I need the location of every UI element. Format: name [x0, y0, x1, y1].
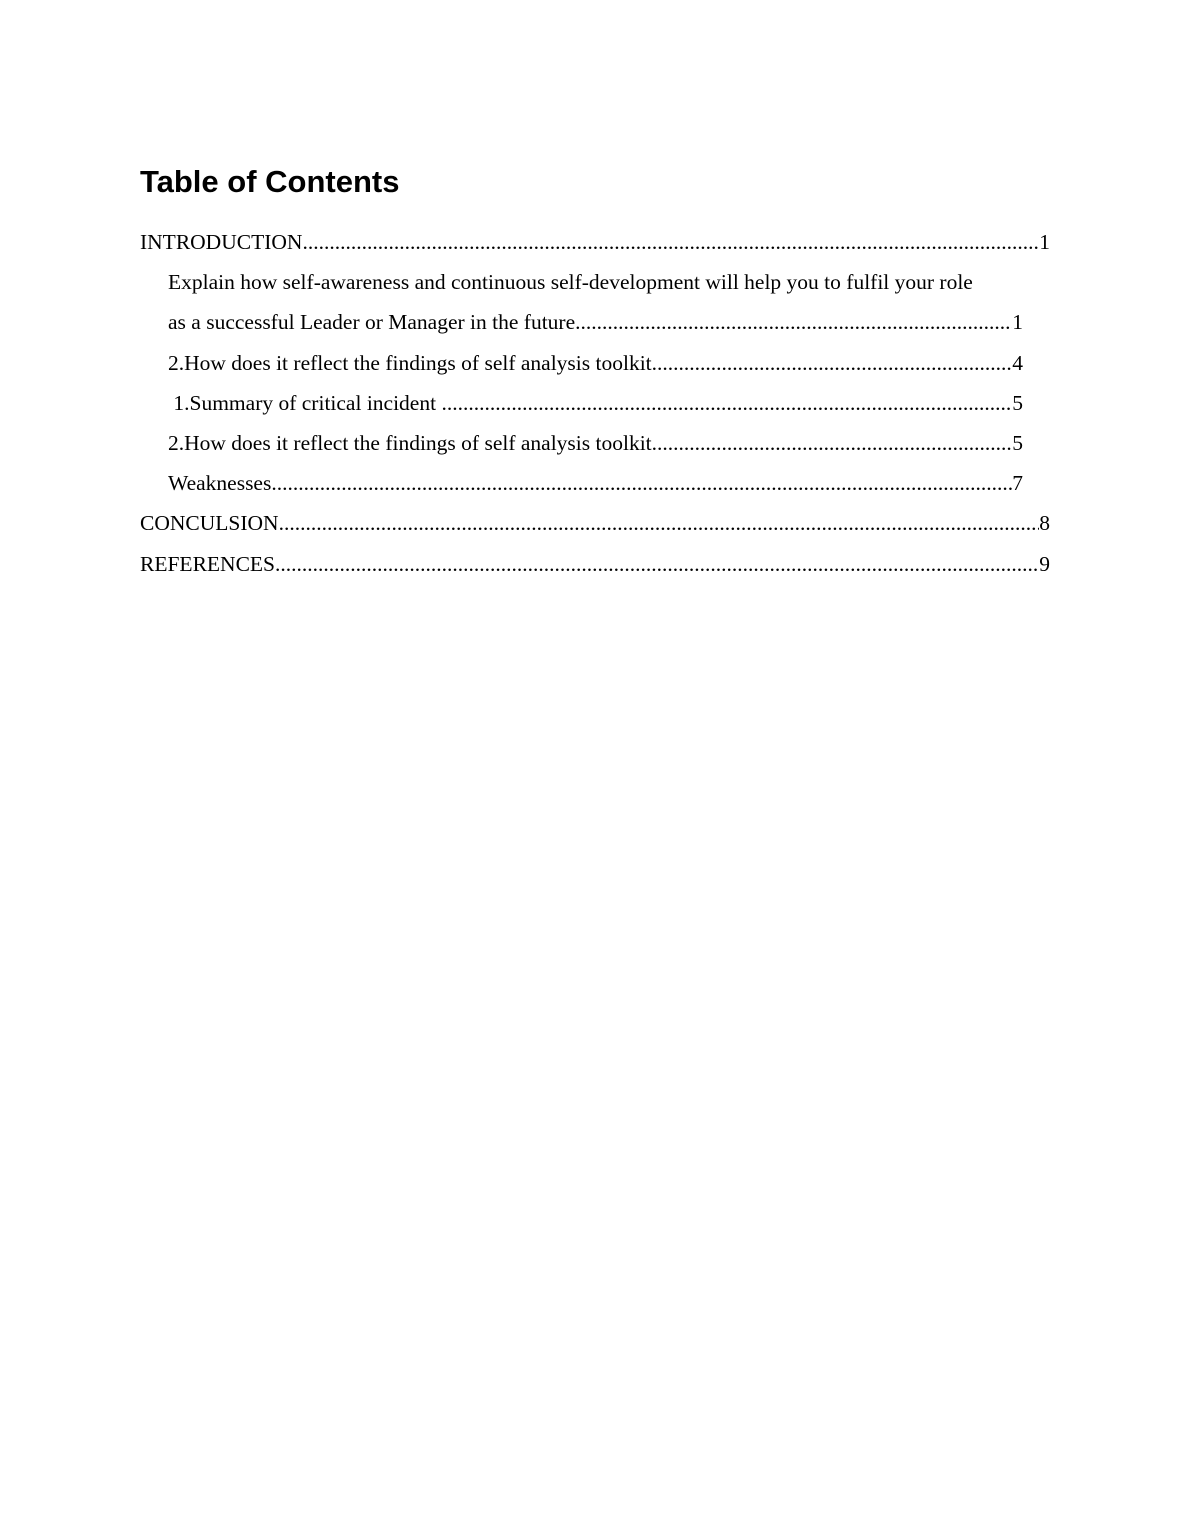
- toc-entry-references[interactable]: [140, 544, 1050, 584]
- toc-page-number: 7: [1012, 471, 1023, 496]
- toc-entry-text: as a successful Leader or Manager in the future: [168, 310, 576, 335]
- toc-list: [0, 222, 1190, 584]
- toc-title: Table of Contents: [140, 164, 400, 199]
- toc-dot-leader: [271, 463, 1012, 503]
- toc-entry-reflect-findings-1[interactable]: [168, 343, 1023, 383]
- toc-entry-text: REFERENCES: [140, 551, 275, 576]
- toc-page-number: 1: [1012, 310, 1023, 335]
- toc-page-number: 5: [1012, 390, 1023, 415]
- toc-entry-text: 2.How does it reflect the findings of self analysis toolkit: [168, 350, 652, 375]
- toc-dot-leader: [275, 544, 1039, 584]
- toc-page-number: 4: [1012, 350, 1023, 375]
- toc-entry-reflect-findings-2[interactable]: [168, 423, 1023, 463]
- toc-dot-leader: [302, 222, 1039, 262]
- toc-entry-text: 2.How does it reflect the findings of self analysis toolkit: [168, 430, 652, 455]
- toc-entry-text: INTRODUCTION: [140, 230, 303, 254]
- toc-entry-conclusion[interactable]: [140, 503, 1050, 543]
- toc-page-number: 1: [1039, 230, 1050, 254]
- toc-page-number: 9: [1039, 551, 1050, 576]
- toc-dot-leader: [441, 383, 1012, 423]
- toc-dot-leader: [652, 423, 1013, 463]
- toc-page-number: 8: [1039, 511, 1050, 536]
- toc-dot-leader: [575, 302, 1012, 342]
- toc-entry-explain-line-1[interactable]: [168, 262, 1050, 302]
- toc-entry-text: 1.Summary of critical incident: [168, 390, 442, 415]
- toc-entry-text: Explain how self-awareness and continuous self-development will help you to fulfil your role: [168, 270, 973, 295]
- toc-dot-leader: [279, 503, 1040, 543]
- toc-entry-text: CONCULSION: [140, 511, 279, 536]
- toc-entry-summary-critical-incident[interactable]: [168, 383, 1023, 423]
- toc-page-number: 5: [1012, 430, 1023, 455]
- toc-entry-explain-line-2[interactable]: [168, 302, 1023, 342]
- toc-entry-text: Weaknesses: [168, 471, 272, 496]
- toc-entry-introduction[interactable]: [140, 222, 1050, 262]
- toc-dot-leader: [652, 343, 1013, 383]
- toc-entry-weaknesses[interactable]: [168, 463, 1023, 503]
